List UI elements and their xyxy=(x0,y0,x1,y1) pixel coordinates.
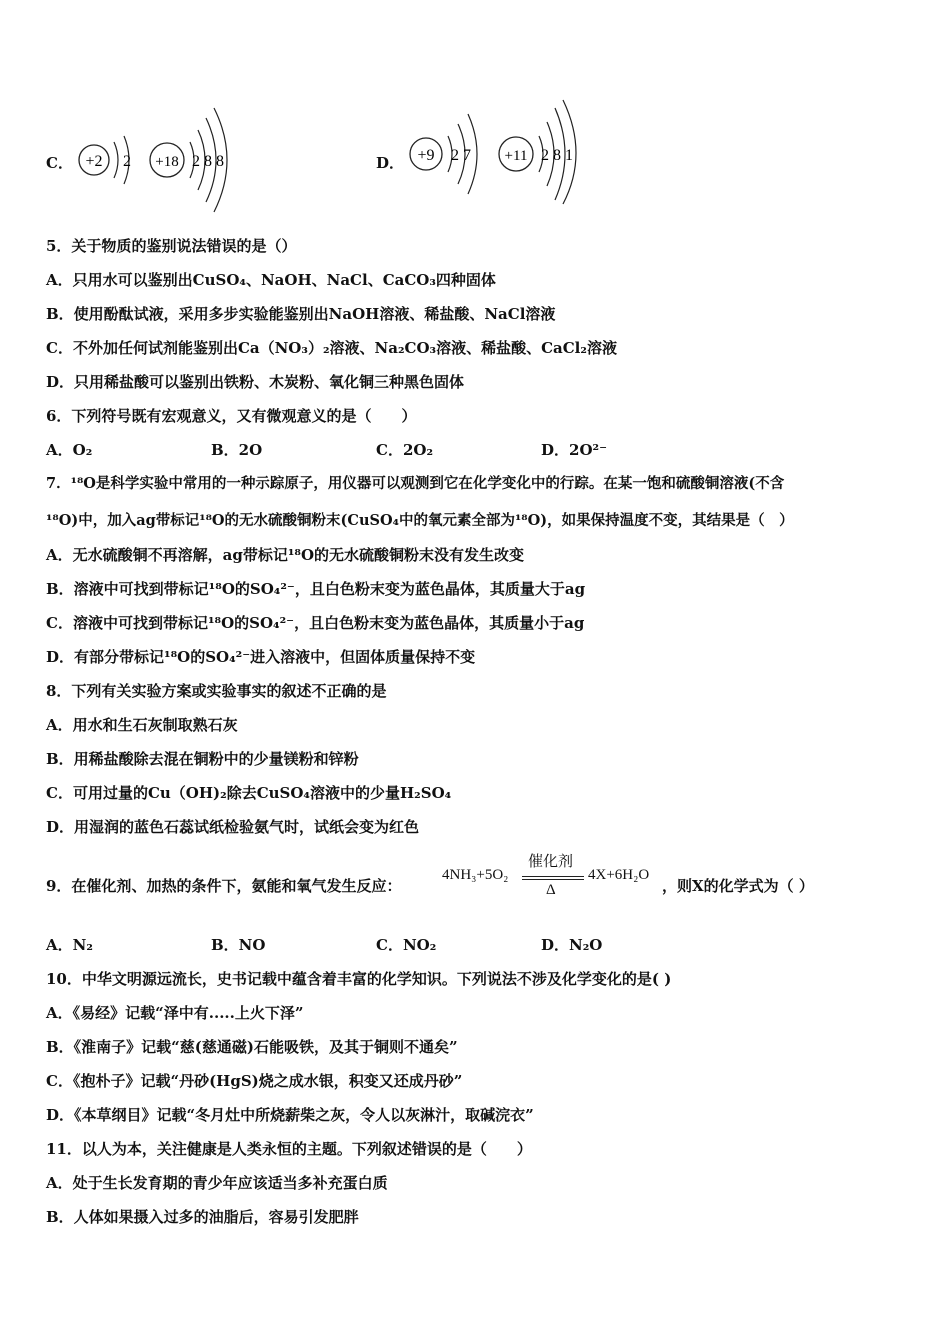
nucleus-charge: +18 xyxy=(155,154,179,170)
q8-option-a[interactable]: A．用水和生石灰制取熟石灰 xyxy=(46,716,238,734)
q9-equation xyxy=(442,850,662,902)
q7-stem-line1: 7．¹⁸O是科学实验中常用的一种示踪原子，用仪器可以观测到它在化学变化中的行踪。在某一饱和硫酸铜溶液(不含 xyxy=(46,475,785,492)
q6-option-c[interactable]: C．2O₂ xyxy=(376,441,434,459)
q5-option-b[interactable]: B．使用酚酞试液，采用多步实验能鉴别出NaOH溶液、稀盐酸、NaCl溶液 xyxy=(46,305,556,323)
atom-diagram-na xyxy=(499,100,576,204)
nucleus-charge: +9 xyxy=(417,147,435,164)
q9-option-a[interactable]: A．N₂ xyxy=(46,936,93,954)
q10-option-b[interactable]: B．《淮南子》记载“慈(慈通磁)石能吸铁，及其于铜则不通矣” xyxy=(46,1038,458,1056)
q5-option-c[interactable]: C．不外加任何试剂能鉴别出Ca（NO₃）₂溶液、Na₂CO₃溶液、稀盐酸、CaCl₂溶液 xyxy=(46,339,617,357)
q10-option-d[interactable]: D．《本草纲目》记载“冬月灶中所烧薪柴之灰，令人以灰淋汁，取碱浣衣” xyxy=(46,1106,534,1124)
equation-heat: Δ xyxy=(546,882,556,898)
q11-stem: 11．以人为本，关注健康是人类永恒的主题。下列叙述错误的是（ ） xyxy=(46,1140,532,1158)
q7-option-c[interactable]: C．溶液中可找到带标记¹⁸O的SO₄²⁻，且白色粉末变为蓝色晶体，其质量小于ag xyxy=(46,614,585,632)
q6-option-a[interactable]: A．O₂ xyxy=(46,441,93,459)
nucleus-charge: +2 xyxy=(85,153,103,170)
q8-stem: 8．下列有关实验方案或实验事实的叙述不正确的是 xyxy=(46,682,387,700)
q6-stem: 6．下列符号既有宏观意义，又有微观意义的是（ ） xyxy=(46,407,417,425)
q7-stem-line2: ¹⁸O)中，加入ag带标记¹⁸O的无水硫酸铜粉末(CuSO₄中的氧元素全部为¹⁸O)，如果保持温度不变，其结果是（ ） xyxy=(46,512,794,529)
atom-diagram-f xyxy=(410,114,477,194)
q9-option-c[interactable]: C．NO₂ xyxy=(376,936,437,954)
nucleus-charge: +11 xyxy=(504,148,528,164)
equation-arrow-line-2 xyxy=(522,879,584,880)
electron-shells: 2 7 xyxy=(451,147,471,164)
q5-option-a[interactable]: A．只用水可以鉴别出CuSO₄、NaOH、NaCl、CaCO₃四种固体 xyxy=(46,271,496,289)
q7-option-b[interactable]: B．溶液中可找到带标记¹⁸O的SO₄²⁻，且白色粉末变为蓝色晶体，其质量大于ag xyxy=(46,580,586,598)
q9-stem-after: ，则X的化学式为（ ） xyxy=(662,877,814,895)
atom-diagram-ar xyxy=(150,108,227,212)
q9-stem-before: 9．在催化剂、加热的条件下，氨能和氧气发生反应： xyxy=(46,877,402,895)
q5-stem: 5．关于物质的鉴别说法错误的是（） xyxy=(46,237,297,255)
q7-option-d[interactable]: D．有部分带标记¹⁸O的SO₄²⁻进入溶液中，但固体质量保持不变 xyxy=(46,648,476,666)
q6-option-b[interactable]: B．2O xyxy=(211,441,263,459)
q10-option-c[interactable]: C．《抱朴子》记载“丹砂(HgS)烧之成水银，积变又还成丹砂” xyxy=(46,1072,463,1090)
atom-diagram-he xyxy=(79,136,131,184)
equation-arrow-line xyxy=(522,876,584,877)
q10-stem: 10．中华文明源远流长，史书记载中蕴含着丰富的化学知识。下列说法不涉及化学变化的是( ) xyxy=(46,970,672,988)
q9-option-b[interactable]: B．NO xyxy=(211,936,266,954)
q4-option-c-label[interactable]: C． xyxy=(46,154,73,172)
q8-option-c[interactable]: C．可用过量的Cu（OH)₂除去CuSO₄溶液中的少量H₂SO₄ xyxy=(46,784,452,802)
q4-option-c-diagram xyxy=(72,100,252,220)
q10-option-a[interactable]: A．《易经》记载“泽中有.....上火下泽” xyxy=(46,1004,304,1022)
q4-option-d-label[interactable]: D． xyxy=(376,154,405,172)
q6-option-d[interactable]: D．2O²⁻ xyxy=(541,441,607,459)
q9-option-d[interactable]: D．N₂O xyxy=(541,936,603,954)
q8-option-d[interactable]: D．用湿润的蓝色石蕊试纸检验氨气时，试纸会变为红色 xyxy=(46,818,420,836)
q7-option-a[interactable]: A．无水硫酸铜不再溶解，ag带标记¹⁸O的无水硫酸铜粉末没有发生改变 xyxy=(46,546,525,564)
equation-products: 4X+6H₂O xyxy=(588,867,650,883)
electron-shells: 2 8 1 xyxy=(541,147,573,164)
equation-catalyst: 催化剂 xyxy=(528,854,574,870)
electron-shells: 2 8 8 xyxy=(192,153,224,170)
equation-reactants: 4NH₃+5O₂ xyxy=(442,867,509,883)
q4-option-d-diagram xyxy=(404,96,594,206)
q11-option-a[interactable]: A．处于生长发育期的青少年应该适当多补充蛋白质 xyxy=(46,1174,388,1192)
q5-option-d[interactable]: D．只用稀盐酸可以鉴别出铁粉、木炭粉、氧化铜三种黑色固体 xyxy=(46,373,465,391)
q11-option-b[interactable]: B．人体如果摄入过多的油脂后，容易引发肥胖 xyxy=(46,1208,359,1226)
electron-shells: 2 xyxy=(123,153,131,170)
q8-option-b[interactable]: B．用稀盐酸除去混在铜粉中的少量镁粉和锌粉 xyxy=(46,750,359,768)
